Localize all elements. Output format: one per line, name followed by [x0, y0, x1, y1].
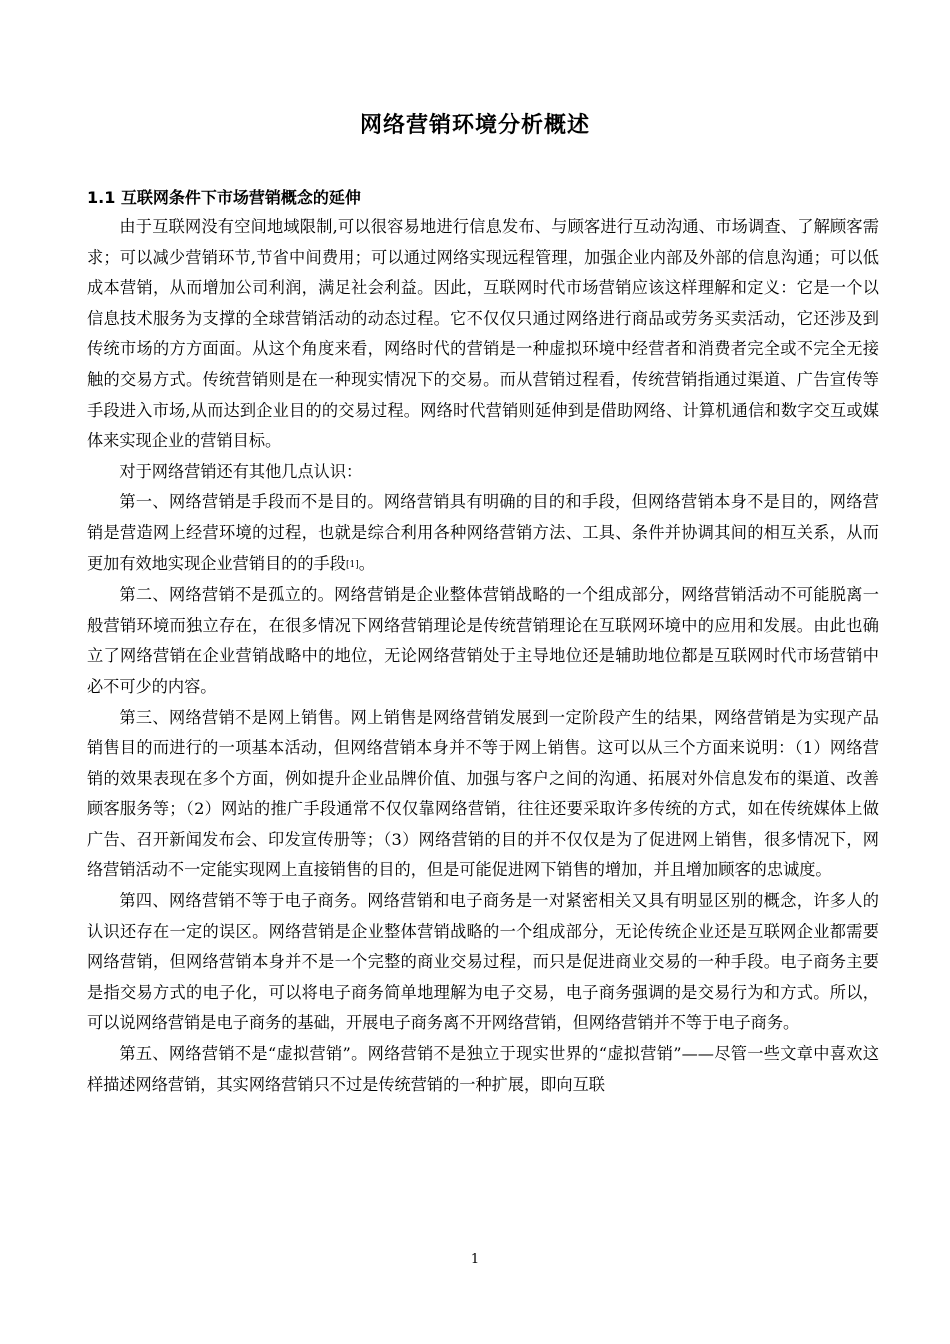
document-body	[87, 212, 879, 1100]
paragraph-point-four: 第四、网络营销不等于电子商务。网络营销和电子商务是一对紧密相关又具有明显区别的概念，许多人的认识还存在一定的误区。网络营销是企业整体营销战略的一个组成部分，无论传统企业还是互联网企业都需要网络营销，但网络营销本身并不是一个完整的商业交易过程，而只是促进商业交易的一种手段。电子商务主要是指交易方式的电子化，可以将电子商务简单地理解为电子交易，电子商务强调的是交易行为和方式。所以，可以说网络营销是电子商务的基础，开展电子商务离不开网络营销，但网络营销并不等于电子商务。	[87, 891, 879, 1033]
paragraph-point-three: 第三、网络营销不是网上销售。网上销售是网络营销发展到一定阶段产生的结果，网络营销是为实现产品销售目的而进行的一项基本活动，但网络营销本身并不等于网上销售。这可以从三个方面来说明：（1）网络营销的效果表现在多个方面，例如提升企业品牌价值、加强与客户之间的沟通、拓展对外信息发布的渠道、改善顾客服务等；（2）网站的推广手段通常不仅仅靠网络营销，往往还要采取许多传统的方式，如在传统媒体上做广告、召开新闻发布会、印发宣传册等；（3）网络营销的目的并不仅仅是为了促进网上销售，很多情况下，网络营销活动不一定能实现网上直接销售的目的，但是可能促进网下销售的增加，并且增加顾客的忠诚度。	[87, 707, 879, 880]
document-title: 网络营销环境分析概述	[359, 113, 590, 138]
citation-marker: [1]	[346, 559, 359, 570]
paragraph-point-one-text: 第一、网络营销是手段而不是目的。网络营销具有明确的目的和手段，但网络营销本身不是目的，网络营销是营造网上经营环境的过程，也就是综合利用各种网络营销方法、工具、条件并协调其间的相互关系，从而更加有效地实现企业营销目的的手段	[87, 492, 879, 573]
paragraph-point-one-tail: 。	[358, 553, 375, 573]
paragraph-point-five: 第五、网络营销不是“虚拟营销”。网络营销不是独立于现实世界的“虚拟营销”——尽管一些文章中喜欢这样描述网络营销，其实网络营销只不过是传统营销的一种扩展，即向互联	[87, 1044, 879, 1094]
paragraph-point-two: 第二、网络营销不是孤立的。网络营销是企业整体营销战略的一个组成部分，网络营销活动不可能脱离一般营销环境而独立存在，在很多情况下网络营销理论是传统营销理论在互联网环境中的应用和发展。由此也确立了网络营销在企业营销战略中的地位，无论网络营销处于主导地位还是辅助地位都是互联网时代市场营销中必不可少的内容。	[87, 585, 879, 696]
section-heading: 1.1 互联网条件下市场营销概念的延伸	[87, 188, 361, 207]
paragraph-intro: 由于互联网没有空间地域限制,可以很容易地进行信息发布、与顾客进行互动沟通、市场调查、了解顾客需求；可以减少营销环节,节省中间费用；可以通过网络实现远程管理，加强企业内部及外部的信息沟通；可以低成本营销，从而增加公司利润，满足社会利益。因此，互联网时代市场营销应该这样理解和定义：它是一个以信息技术服务为支撑的全球营销活动的动态过程。它不仅仅只通过网络进行商品或劳务买卖活动，它还涉及到传统市场的方方面面。从这个角度来看，网络时代的营销是一种虚拟环境中经营者和消费者完全或不完全无接触的交易方式。传统营销则是在一种现实情况下的交易。而从营销过程看，传统营销指通过渠道、广告宣传等手段进入市场,从而达到企业目的的交易过程。网络时代营销则延伸到是借助网络、计算机通信和数字交互或媒体来实现企业的营销目标。	[87, 217, 879, 451]
paragraph-point-one	[87, 487, 879, 580]
page-number: 1	[470, 1252, 480, 1267]
paragraph-points-lead: 对于网络营销还有其他几点认识：	[119, 461, 363, 481]
